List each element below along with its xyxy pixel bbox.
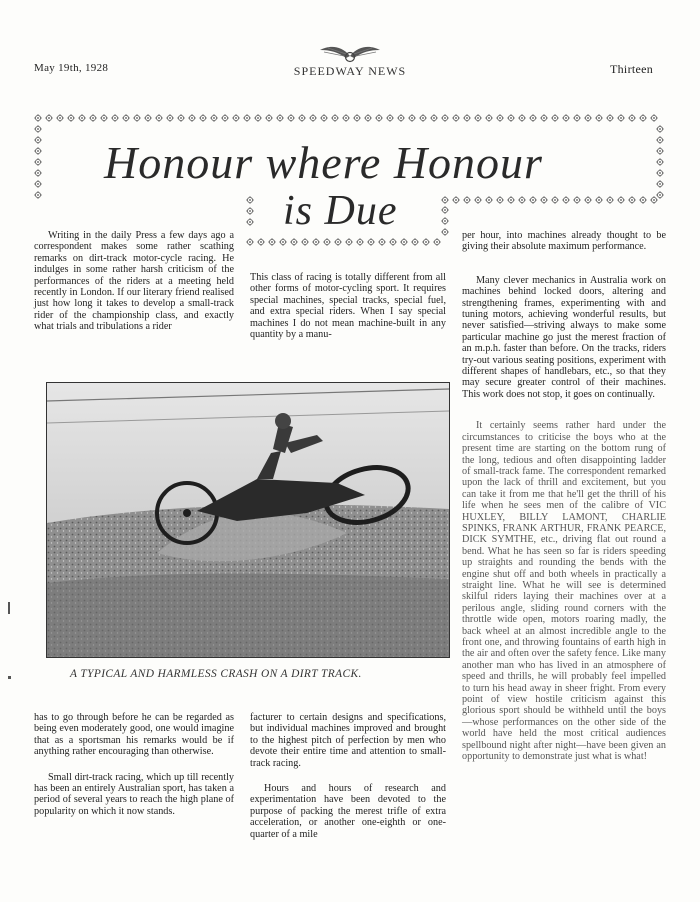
flourish-ornament-icon bbox=[353, 114, 361, 122]
flourish-ornament-icon bbox=[386, 114, 394, 122]
flourish-ornament-icon bbox=[650, 114, 658, 122]
flourish-ornament-icon bbox=[419, 114, 427, 122]
flourish-ornament-icon bbox=[364, 114, 372, 122]
flourish-ornament-icon bbox=[656, 136, 664, 144]
flourish-ornament-icon bbox=[595, 196, 603, 204]
paragraph: Writing in the daily Press a few days ago a correspondent makes some rather scathing remarks on dirt-track motor-cycle racing. He indulges in some rather harsh criticism of the performances of the riders at a meeting held recently in London. If our literary friend realised just how long it takes to develop a small-track rider of the championship class, and exactly what trials and tribulations a rider bbox=[34, 230, 234, 333]
flourish-ornament-icon bbox=[34, 180, 42, 188]
flourish-ornament-icon bbox=[331, 114, 339, 122]
flourish-ornament-icon bbox=[639, 196, 647, 204]
flourish-ornament-icon bbox=[606, 196, 614, 204]
flourish-ornament-icon bbox=[144, 114, 152, 122]
paragraph: Hours and hours of research and experimentation have been devoted to the purpose of packing the merest trifle of extra acceleration, or another one-eighth or one-quarter of a mile bbox=[250, 783, 446, 840]
flourish-ornament-icon bbox=[474, 196, 482, 204]
flourish-ornament-icon bbox=[246, 207, 254, 215]
flourish-ornament-icon bbox=[628, 196, 636, 204]
flourish-ornament-icon bbox=[452, 196, 460, 204]
paragraph: facturer to certain designs and specifications, but individual machines improved and brought to the highest pitch of perfection by men who devote their entire time and attention to small-track racing. bbox=[250, 712, 446, 769]
column-3 bbox=[462, 230, 666, 762]
flourish-ornament-icon bbox=[656, 158, 664, 166]
flourish-ornament-icon bbox=[232, 114, 240, 122]
flourish-ornament-icon bbox=[562, 196, 570, 204]
flourish-ornament-icon bbox=[34, 191, 42, 199]
flourish-ornament-icon bbox=[78, 114, 86, 122]
column-2-top bbox=[250, 272, 446, 340]
flourish-ornament-icon bbox=[463, 196, 471, 204]
flourish-ornament-icon bbox=[34, 114, 42, 122]
flourish-ornament-icon bbox=[656, 169, 664, 177]
flourish-ornament-icon bbox=[518, 114, 526, 122]
paragraph: This class of racing is totally different from all other forms of motor-cycling sport. It requires special machines, special tracks, special fuel, and extra special riders. When I say special machines I do not mean machine-built in any quantity by a manu- bbox=[250, 272, 446, 341]
flourish-ornament-icon bbox=[111, 114, 119, 122]
flourish-ornament-icon bbox=[375, 114, 383, 122]
flourish-ornament-icon bbox=[342, 114, 350, 122]
flourish-ornament-icon bbox=[345, 238, 353, 246]
scan-mark bbox=[8, 676, 11, 679]
flourish-ornament-icon bbox=[254, 114, 262, 122]
flourish-ornament-icon bbox=[246, 196, 254, 204]
flourish-ornament-icon bbox=[628, 114, 636, 122]
flourish-ornament-icon bbox=[45, 114, 53, 122]
flourish-ornament-icon bbox=[518, 196, 526, 204]
flourish-ornament-icon bbox=[463, 114, 471, 122]
flourish-ornament-icon bbox=[199, 114, 207, 122]
flourish-ornament-icon bbox=[100, 114, 108, 122]
flourish-ornament-icon bbox=[34, 158, 42, 166]
scan-mark bbox=[8, 602, 10, 614]
paragraph: Many clever mechanics in Australia work on machines behind locked doors, altering and strengthening frames, experimenting with and tuning motors, achieving wonderful results, but never satisfied—striving always to make some particular machine go just the merest fraction of an m.p.h. faster than before. On the tracks, riders try-out various seating positions, experiment with different shapes of handlebars, etc., so that they may secure greater control of their machines. This work does not stop, it goes on continually. bbox=[462, 274, 666, 400]
flourish-ornament-icon bbox=[290, 238, 298, 246]
flourish-ornament-icon bbox=[441, 206, 449, 214]
flourish-ornament-icon bbox=[441, 114, 449, 122]
flourish-ornament-icon bbox=[540, 114, 548, 122]
flourish-ornament-icon bbox=[155, 114, 163, 122]
flourish-ornament-icon bbox=[34, 147, 42, 155]
flourish-ornament-icon bbox=[507, 114, 515, 122]
flourish-ornament-icon bbox=[67, 114, 75, 122]
flourish-ornament-icon bbox=[529, 196, 537, 204]
flourish-ornament-icon bbox=[595, 114, 603, 122]
flourish-ornament-icon bbox=[485, 196, 493, 204]
flourish-ornament-icon bbox=[606, 114, 614, 122]
flourish-ornament-icon bbox=[378, 238, 386, 246]
flourish-ornament-icon bbox=[268, 238, 276, 246]
flourish-ornament-icon bbox=[422, 238, 430, 246]
flourish-ornament-icon bbox=[243, 114, 251, 122]
flourish-ornament-icon bbox=[551, 114, 559, 122]
flourish-ornament-icon bbox=[573, 196, 581, 204]
flourish-ornament-icon bbox=[650, 196, 658, 204]
flourish-ornament-icon bbox=[496, 114, 504, 122]
flourish-ornament-icon bbox=[221, 114, 229, 122]
flourish-ornament-icon bbox=[257, 238, 265, 246]
flourish-ornament-icon bbox=[56, 114, 64, 122]
flourish-ornament-icon bbox=[389, 238, 397, 246]
article-title-line2: is Due bbox=[283, 188, 398, 234]
flourish-ornament-icon bbox=[656, 125, 664, 133]
flourish-ornament-icon bbox=[397, 114, 405, 122]
flourish-ornament-icon bbox=[441, 196, 449, 204]
flourish-ornament-icon bbox=[433, 238, 441, 246]
flourish-ornament-icon bbox=[34, 136, 42, 144]
dirt-track-crash-image bbox=[47, 383, 449, 657]
flourish-ornament-icon bbox=[89, 114, 97, 122]
flourish-ornament-icon bbox=[551, 196, 559, 204]
flourish-ornament-icon bbox=[639, 114, 647, 122]
flourish-ornament-icon bbox=[246, 238, 254, 246]
page-number: Thirteen bbox=[610, 62, 654, 76]
flourish-ornament-icon bbox=[617, 196, 625, 204]
flourish-ornament-icon bbox=[298, 114, 306, 122]
issue-date: May 19th, 1928 bbox=[34, 62, 109, 74]
column-1-top bbox=[34, 230, 234, 333]
flourish-ornament-icon bbox=[246, 218, 254, 226]
flourish-ornament-icon bbox=[400, 238, 408, 246]
flourish-ornament-icon bbox=[122, 114, 130, 122]
flourish-ornament-icon bbox=[210, 114, 218, 122]
article-title-line1: Honour where Honour bbox=[104, 137, 543, 188]
flourish-ornament-icon bbox=[287, 114, 295, 122]
flourish-ornament-icon bbox=[309, 114, 317, 122]
flourish-ornament-icon bbox=[408, 114, 416, 122]
flourish-ornament-icon bbox=[367, 238, 375, 246]
masthead-title: SPEEDWAY NEWS bbox=[293, 64, 407, 78]
flourish-ornament-icon bbox=[573, 114, 581, 122]
flourish-ornament-icon bbox=[485, 114, 493, 122]
flourish-ornament-icon bbox=[441, 217, 449, 225]
flourish-ornament-icon bbox=[411, 238, 419, 246]
column-2-bottom bbox=[250, 712, 446, 840]
flourish-ornament-icon bbox=[617, 114, 625, 122]
flourish-ornament-icon bbox=[34, 125, 42, 133]
flourish-ornament-icon bbox=[584, 114, 592, 122]
flourish-ornament-icon bbox=[430, 114, 438, 122]
flourish-ornament-icon bbox=[356, 238, 364, 246]
column-1-bottom bbox=[34, 712, 234, 817]
flourish-ornament-icon bbox=[34, 169, 42, 177]
flourish-ornament-icon bbox=[540, 196, 548, 204]
paragraph: It certainly seems rather hard under the circumstances to criticise the boys who at the present time are starting on the bottom rung of the long, tedious and often disappointing ladder of small-track fame. The correspondent remarked upon the lack of thrill and excitement, but you can take it from me that he'll get the thrill of his life when he sees men of the calibre of VIC HUXLEY, BILLY LAMONT, CHARLIE SPINKS, FRANK ARTHUR, FRANK PEARCE, DICK SYMTHE, etc., driving flat out round a bend. What he has seen so far is riders speeding up straights and rounding the bends with the engine shut off and both wheels in practically a straight line. What he will see is determined skilful riders laying their machines over at a perilous angle, sliding round corners with the throttle wide open, motors roaring madly, the back wheel at an almost incredible angle to the front one, and throwing fountains of earth high in the air and often over the safety fence. Like many another man who has lived in an atmosphere of speed and thrills, he will probably feel impelled to turn his head away in sheer fright. From every point of view hostile criticism against this glorious sport should be withheld until the boys—whose performances on the other side of the world have held the most critical audiences spellbound night after night—have been given an opportunity to demonstrate just what is what! bbox=[462, 420, 666, 763]
flourish-ornament-icon bbox=[265, 114, 273, 122]
flourish-ornament-icon bbox=[474, 114, 482, 122]
flourish-ornament-icon bbox=[441, 228, 449, 236]
flourish-ornament-icon bbox=[320, 114, 328, 122]
flourish-ornament-icon bbox=[529, 114, 537, 122]
paragraph: has to go through before he can be regarded as being even moderately good, one would imagine that as a sportsman his remarks would be if anything rather encouraging than otherwise. bbox=[34, 712, 234, 758]
flourish-ornament-icon bbox=[656, 147, 664, 155]
paragraph: per hour, into machines already thought to be giving their absolute maximum performance. bbox=[462, 230, 666, 253]
flourish-ornament-icon bbox=[656, 191, 664, 199]
flourish-ornament-icon bbox=[279, 238, 287, 246]
flourish-ornament-icon bbox=[452, 114, 460, 122]
photo-caption: A TYPICAL AND HARMLESS CRASH ON A DIRT TRACK. bbox=[70, 668, 362, 680]
flourish-ornament-icon bbox=[133, 114, 141, 122]
flourish-ornament-icon bbox=[323, 238, 331, 246]
flourish-ornament-icon bbox=[276, 114, 284, 122]
flourish-ornament-icon bbox=[334, 238, 342, 246]
flourish-ornament-icon bbox=[177, 114, 185, 122]
flourish-ornament-icon bbox=[312, 238, 320, 246]
paragraph: Small dirt-track racing, which up till recently has been an entirely Australian sport, has taken a period of several years to reach the high plane of popularity on which it now stands. bbox=[34, 771, 234, 817]
crash-photo bbox=[46, 382, 450, 658]
flourish-ornament-icon bbox=[562, 114, 570, 122]
flourish-ornament-icon bbox=[301, 238, 309, 246]
flourish-ornament-icon bbox=[584, 196, 592, 204]
flourish-ornament-icon bbox=[166, 114, 174, 122]
flourish-ornament-icon bbox=[656, 180, 664, 188]
flourish-ornament-icon bbox=[507, 196, 515, 204]
flourish-ornament-icon bbox=[496, 196, 504, 204]
flourish-ornament-icon bbox=[188, 114, 196, 122]
